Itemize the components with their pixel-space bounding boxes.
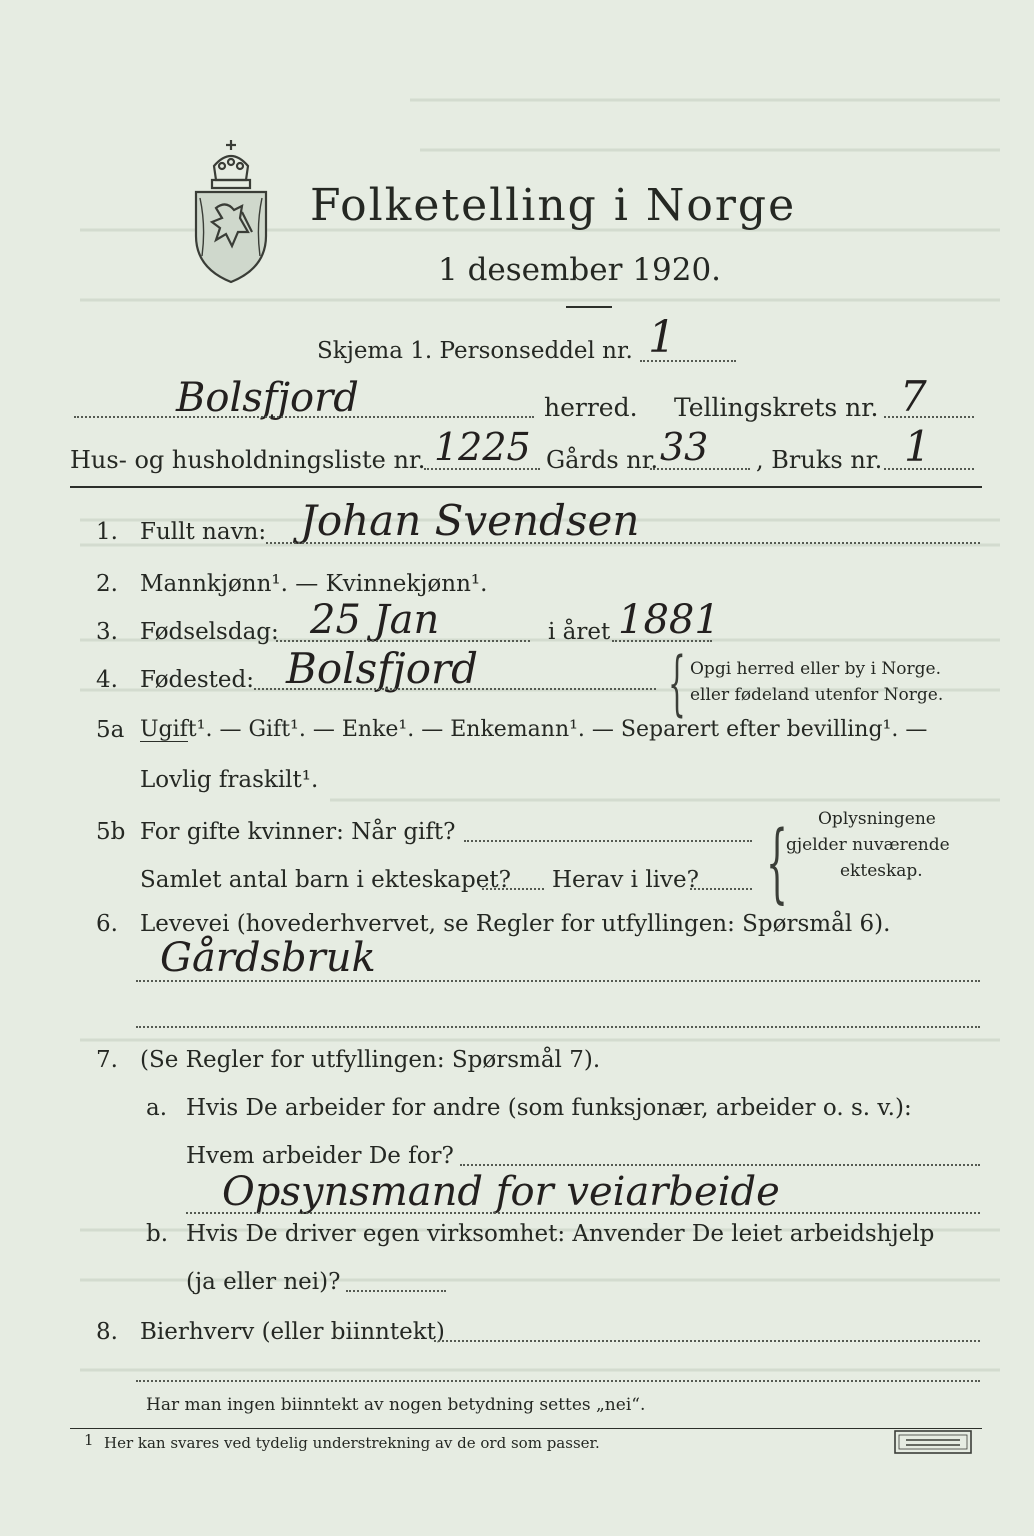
q7a-value: Opsynsmand for veiarbeide (222, 1169, 780, 1215)
skjema-field[interactable] (640, 360, 736, 362)
q3-number: 3. (96, 619, 118, 645)
norwegian-coat-of-arms-icon (186, 136, 276, 286)
q4-note-line2: eller fødeland utenfor Norge. (690, 685, 944, 705)
gards-value: 33 (660, 425, 709, 469)
q1-field[interactable] (266, 542, 980, 544)
q7a-number: a. (146, 1095, 168, 1121)
q7-number: 7. (96, 1047, 118, 1073)
q7b-line1: Hvis De driver egen virksomhet: Anvender De leiet arbeidshjelp (186, 1221, 935, 1247)
q5b-note-line2: gjelder nuværende (786, 835, 950, 855)
q1-value: Johan Svendsen (300, 496, 640, 545)
q5b-gift-field[interactable] (464, 840, 752, 842)
q4-brace: { (668, 642, 686, 724)
q1-number: 1. (96, 519, 118, 545)
herred-field[interactable] (74, 416, 534, 418)
q3-year-field[interactable] (612, 640, 712, 642)
q2-label: Mannkjønn¹. — Kvinnekjønn¹. (140, 571, 488, 597)
gards-field[interactable] (650, 468, 750, 470)
q3-year-value: 1881 (618, 597, 720, 643)
q3-day-field[interactable] (276, 640, 530, 642)
q6-value: Gårdsbruk (160, 935, 376, 981)
q6-field-line2[interactable] (136, 1026, 980, 1028)
q7a-line2: Hvem arbeider De for? (186, 1143, 454, 1169)
q4-field[interactable] (254, 688, 656, 690)
q7b-field[interactable] (346, 1290, 446, 1292)
q8-label: Bierhverv (eller biinntekt) (140, 1319, 445, 1345)
q4-label: Fødested: (140, 667, 255, 693)
bruks-label: , Bruks nr. (756, 446, 883, 474)
footnote-divider (70, 1428, 982, 1429)
skjema-label: Skjema 1. Personseddel nr. (317, 338, 633, 364)
q3-label: Fødselsdag: (140, 619, 279, 645)
header-divider (70, 486, 982, 488)
herred-label: herred. (544, 393, 638, 422)
q8-number: 8. (96, 1319, 118, 1345)
q4-value: Bolsfjord (286, 644, 478, 693)
q5b-number: 5b (96, 819, 126, 845)
q3-year-label: i året (548, 619, 611, 645)
q7b-line2: (ja eller nei)? (186, 1269, 341, 1295)
q4-number: 4. (96, 667, 118, 693)
footnote-text: Her kan svares ved tydelig understrekning av de ord som passer. (104, 1434, 600, 1452)
printer-stamp-icon (894, 1430, 974, 1456)
q5b-ilive-field[interactable] (690, 888, 752, 890)
census-date: 1 desember 1920. (438, 252, 722, 288)
q5b-line1: For gifte kvinner: Når gift? (140, 819, 456, 845)
footnote-mark: 1 (84, 1431, 94, 1449)
title-rule (566, 306, 612, 308)
q2-number: 2. (96, 571, 118, 597)
skjema-value: 1 (648, 312, 676, 363)
tellingskrets-label: Tellingskrets nr. (674, 393, 879, 422)
q1-label: Fullt navn: (140, 519, 267, 545)
husholdningsliste-value: 1225 (434, 425, 531, 469)
q6-label: Levevei (hovederhvervet, se Regler for utfyllingen: Spørsmål 6). (140, 911, 891, 937)
q6-number: 6. (96, 911, 118, 937)
q5b-line2: Samlet antal barn i ekteskapet? (140, 867, 511, 893)
tellingskrets-field[interactable] (884, 416, 974, 418)
q8-note: Har man ingen biinntekt av nogen betydning settes „nei“. (146, 1395, 646, 1415)
bruks-field[interactable] (884, 468, 974, 470)
gards-label: Gårds nr. (546, 446, 659, 474)
bruks-value: 1 (904, 422, 931, 471)
q5b-note-line3: ekteskap. (840, 861, 923, 881)
q5a-line2: Lovlig fraskilt¹. (140, 767, 319, 793)
q7a-field-line1[interactable] (460, 1164, 980, 1166)
q7-label: (Se Regler for utfyllingen: Spørsmål 7). (140, 1047, 601, 1073)
q5a-line1: Ugift¹. — Gift¹. — Enke¹. — Enkemann¹. — Separert efter bevilling¹. — (140, 717, 928, 742)
q5b-note-line1: Oplysningene (818, 809, 936, 829)
q3-day-value: 25 Jan (310, 597, 440, 643)
form-title: Folketelling i Norge (310, 180, 797, 231)
q5b-brace: { (766, 813, 788, 913)
q7a-field-line2[interactable] (186, 1212, 980, 1214)
q7a-line1: Hvis De arbeider for andre (som funksjonær, arbeider o. s. v.): (186, 1095, 912, 1121)
q5a-number: 5a (96, 717, 125, 743)
q4-note-line1: Opgi herred eller by i Norge. (690, 659, 941, 679)
q5b-line2b: Herav i live? (552, 867, 699, 893)
husholdningsliste-label: Hus- og husholdningsliste nr. (70, 446, 426, 474)
q5a-ugift-underline (140, 741, 188, 742)
q8-field-line1[interactable] (434, 1340, 980, 1342)
q6-field-line1[interactable] (136, 980, 980, 982)
q5b-barn-field[interactable] (482, 888, 544, 890)
q8-field-line2[interactable] (136, 1380, 980, 1382)
herred-value: Bolsfjord (176, 375, 359, 421)
husholdningsliste-field[interactable] (424, 468, 540, 470)
q7b-number: b. (146, 1221, 169, 1247)
tellingskrets-value: 7 (900, 372, 927, 421)
